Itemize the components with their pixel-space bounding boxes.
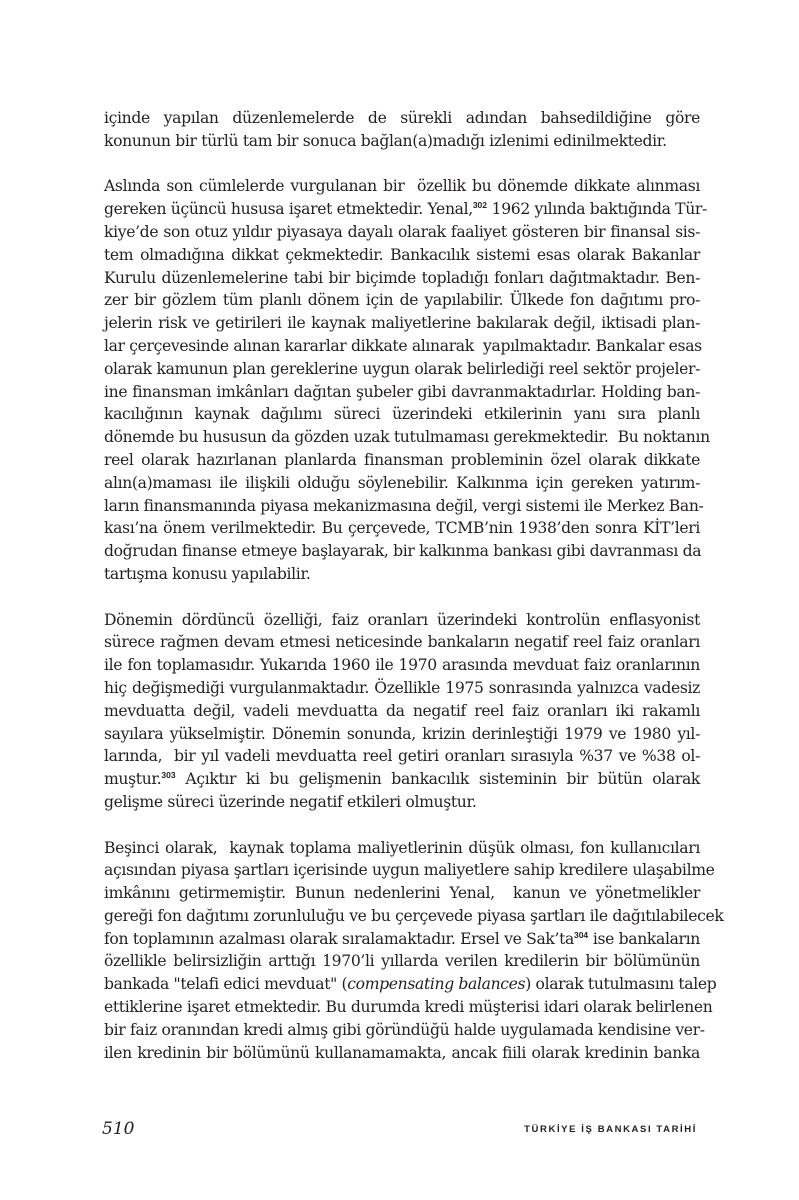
text-line: doğrudan finanse etmeye başlayarak, bir kalkınma bankası gibi davranması da [104, 542, 702, 561]
text-line: larında, bir yıl vadeli mevduatta reel getiri oranları sırasıyla %37 ve %38 ol- [104, 747, 700, 766]
text-line: kası’na önem verilmektedir. Bu çerçevede, TCMB’nin 1938’den sonra KİT’leri [104, 519, 700, 538]
paragraph [104, 107, 700, 153]
text-line: dönemde bu hususun da gözden uzak tutulmaması gerekmektedir. Bu noktanın [104, 428, 710, 447]
text-line: ettiklerine işaret etmektedir. Bu durumda kredi müşterisi idari olarak belirlenen [104, 998, 713, 1017]
paragraph [104, 837, 724, 1065]
page-number: 510 [102, 1119, 135, 1139]
italic-term: compensating balances [347, 975, 526, 994]
text-line: alın(a)maması ile ilişkili olduğu söylenebilir. Kalkınma için gereken yatırım- [104, 473, 700, 492]
text-line: ile fon toplamasıdır. Yukarıda 1960 ile 1970 arasında mevduat faiz oranlarının [104, 656, 700, 675]
text-line: reel olarak hazırlanan planlarda finansman probleminin özel olarak dikkate [104, 450, 700, 469]
text-line: ilen kredinin bir bölümünü kullanamamakta, ancak fiili olarak kredinin banka [104, 1043, 700, 1062]
text-line: jelerin risk ve getirileri ile kaynak maliyetlerine bakılarak değil, iktisadi plan- [104, 314, 700, 333]
footnote-marker[interactable]: 302 [472, 200, 488, 211]
text-line: gereği fon dağıtımı zorunluluğu ve bu çerçevede piyasa şartları ile dağıtılabilecek [104, 906, 724, 925]
text-line: ların finansmanında piyasa mekanizmasına değil, vergi sistemi ile Merkez Ban- [104, 496, 704, 515]
text-line: bankada "telafi edici mevduat" (compensating balances) olarak tutulmasını talep [104, 975, 717, 994]
text-line: gelişme süreci üzerinde negatif etkileri olmuştur. [104, 792, 477, 811]
running-title: TÜRKİYE İŞ BANKASI TARİHİ [524, 1124, 697, 1135]
text-line: tem olmadığına dikkat çekmektedir. Bankacılık sistemi esas olarak Bakanlar [104, 245, 700, 264]
text-line: mevduatta değil, vadeli mevduatta da negatif reel faiz oranları iki rakamlı [104, 701, 700, 720]
text-line: olarak kamunun plan gereklerine uygun olarak belirlediği reel sektör projeler- [104, 359, 700, 378]
text-line: sürece rağmen devam etmesi neticesinde bankaların negatif reel faiz oranları [104, 633, 700, 652]
text-line: Beşinci olarak, kaynak toplama maliyetlerinin düşük olması, fon kullanıcıları [104, 838, 700, 857]
text-line: fon toplamının azalması olarak sıralamaktadır. Ersel ve Sak’ta$^{304}$ ise bankaların [104, 929, 700, 948]
text-line: hiç değişmediği vurgulanmaktadır. Özellikle 1975 sonrasında yalnızca vadesiz [104, 678, 700, 697]
text-line: lar çerçevesinde alınan kararlar dikkate alınarak yapılmaktadır. Bankalar esas [104, 336, 702, 355]
text-line: ine finansman imkânları dağıtan şubeler gibi davranmaktadırlar. Holding ban- [104, 382, 700, 401]
text-line: Kurulu düzenlemelerine tabi bir biçimde topladığı fonları dağıtmaktadır. Ben- [104, 268, 700, 287]
footnote-marker[interactable]: 304 [573, 929, 589, 940]
text-line: sayılara yükselmiştir. Dönemin sonunda, krizin derinleştiği 1979 ve 1980 yıl- [104, 724, 700, 743]
text-line: imkânını getirmemiştir. Bunun nedenlerini Yenal, kanun ve yönetmelikler [104, 884, 700, 903]
text-line: kacılığının kaynak dağılımı süreci üzerindeki etkilerinin yanı sıra planlı [104, 405, 700, 424]
text-line: tartışma konusu yapılabilir. [104, 564, 311, 583]
text-line: bir faiz oranından kredi almış gibi göründüğü halde uygulamada kendisine ver- [104, 1020, 705, 1039]
text-line: Aslında son cümlelerde vurgulanan bir özellik bu dönemde dikkate alınması [104, 177, 700, 196]
footnote-marker[interactable]: 303 [161, 770, 176, 781]
text-line: özellikle belirsizliğin arttığı 1970’li yıllarda verilen kredilerin bir bölümünün [104, 952, 700, 971]
text-line: açısından piyasa şartları içerisinde uygun maliyetlere sahip kredilere ulaşabilme [104, 861, 715, 880]
paragraph [104, 609, 700, 814]
text-line: konunun bir türlü tam bir sonuca bağlan(a)madığı izlenimi edinilmektedir. [104, 131, 667, 150]
body-text [104, 107, 724, 1087]
text-line: içinde yapılan düzenlemelerde de sürekli adından bahsedildiğine göre [104, 109, 700, 127]
text-line: Dönemin dördüncü özelliği, faiz oranları üzerindeki kontrolün enflasyonist [104, 610, 700, 629]
text-line: zer bir gözlem tüm planlı dönem için de yapılabilir. Ülkede fon dağıtımı pro- [104, 291, 700, 310]
text-line: gereken üçüncü hususa işaret etmektedir. Yenal,$^{302}$ 1962 yılında baktığında Tür- [104, 200, 707, 219]
text-line: muştur.$^{303}$ Açıktır ki bu gelişmenin bankacılık sisteminin bir bütün olarak [104, 770, 700, 789]
text-line: kiye’de son otuz yıldır piyasaya dayalı olarak faaliyet gösteren bir finansal sis- [104, 222, 700, 241]
paragraph [104, 175, 710, 585]
